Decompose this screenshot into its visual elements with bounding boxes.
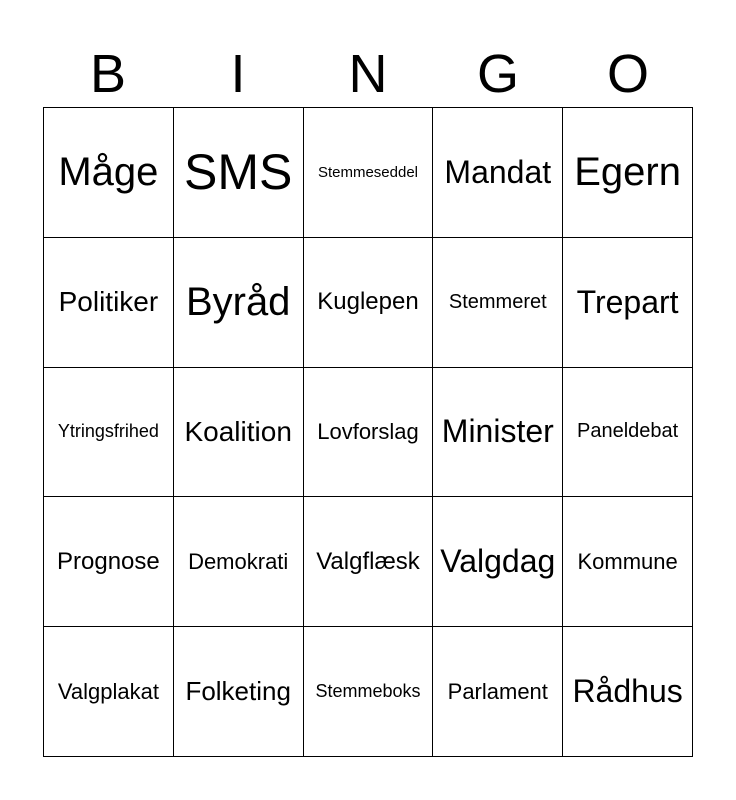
bingo-cell[interactable] <box>174 238 304 368</box>
bingo-cell[interactable] <box>433 238 563 368</box>
cell-label: Stemmeret <box>448 290 547 313</box>
bingo-cell[interactable] <box>304 238 434 368</box>
cell-label: Valgflæsk <box>316 547 420 575</box>
bingo-cell[interactable] <box>304 368 434 498</box>
cell-label: Lovforslag <box>317 418 419 444</box>
cell-label: Folketing <box>185 676 291 707</box>
cell-label: Ytringsfrihed <box>57 421 159 442</box>
cell-label: Rådhus <box>572 673 683 710</box>
bingo-cell[interactable] <box>433 368 563 498</box>
bingo-cell[interactable] <box>174 368 304 498</box>
bingo-cell[interactable] <box>44 368 174 498</box>
header-letter-b: B <box>89 44 127 104</box>
cell-label: Stemmeseddel <box>317 163 419 181</box>
header-letter-i: I <box>230 44 246 104</box>
cell-label: Politiker <box>58 286 159 318</box>
bingo-cell[interactable] <box>433 108 563 238</box>
cell-label: Kuglepen <box>317 288 419 316</box>
cell-label: Egern <box>574 149 681 194</box>
cell-label: Prognose <box>57 547 160 575</box>
bingo-cell[interactable] <box>174 497 304 627</box>
bingo-cell[interactable] <box>433 497 563 627</box>
cell-label: Parlament <box>447 678 548 704</box>
cell-label: Byråd <box>185 279 291 324</box>
cell-label: Måge <box>58 149 159 194</box>
cell-label: Valgplakat <box>57 678 159 704</box>
cell-label: Kommune <box>577 548 678 574</box>
bingo-cell[interactable] <box>174 108 304 238</box>
bingo-cell[interactable] <box>304 497 434 627</box>
cell-label: Mandat <box>444 153 552 190</box>
bingo-cell[interactable] <box>174 627 304 757</box>
bingo-cell[interactable] <box>304 108 434 238</box>
header-letter-g: G <box>476 44 519 104</box>
cell-label: Minister <box>441 413 554 450</box>
cell-label: Demokrati <box>188 548 289 574</box>
bingo-cell[interactable] <box>44 497 174 627</box>
header-letter-o: O <box>606 44 649 104</box>
bingo-cell[interactable] <box>433 627 563 757</box>
cell-label: Trepart <box>576 283 679 320</box>
bingo-grid <box>43 107 693 757</box>
cell-label: Valgdag <box>440 543 556 580</box>
bingo-cell[interactable] <box>304 627 434 757</box>
cell-label: Paneldebat <box>576 420 679 443</box>
bingo-cell[interactable] <box>44 627 174 757</box>
cell-label: Stemmeboks <box>315 681 421 702</box>
bingo-cell[interactable] <box>563 497 693 627</box>
cell-label: Koalition <box>184 415 292 447</box>
header-letter-n: N <box>348 44 388 104</box>
bingo-header <box>43 42 693 106</box>
bingo-cell[interactable] <box>563 368 693 498</box>
bingo-cell[interactable] <box>44 108 174 238</box>
bingo-cell[interactable] <box>563 108 693 238</box>
bingo-cell[interactable] <box>563 627 693 757</box>
bingo-cell[interactable] <box>563 238 693 368</box>
cell-label: SMS <box>184 144 293 201</box>
bingo-cell[interactable] <box>44 238 174 368</box>
